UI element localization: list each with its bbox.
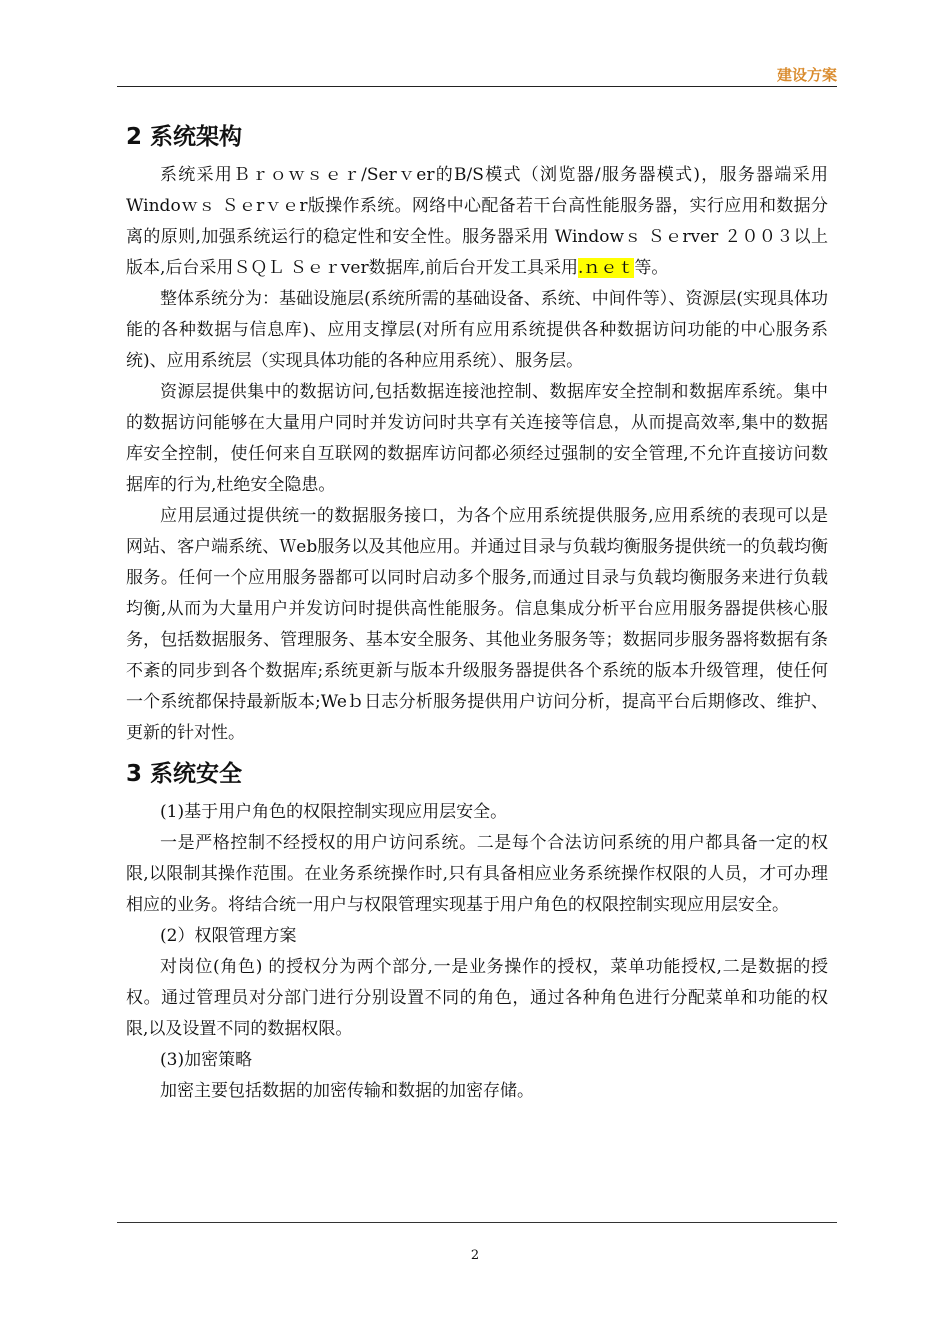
paragraph-text: 系统采用Ｂｒｏｗｓｅｒ/Serｖer的B/S模式（浏览器/服务器模式)，服务器端采用Windoｗｓ Ｓｅrｖｅr版操作系统。网络中心配备若干台高性能服务器，实行应用和数据分离的原则,加强系统运行的稳定性和安全性。服务器采用 Windowｓ Ｓｅrver ２００３以上版本,后台采用ＳＱＬ Ｓｅｒver数据库,前后台开发工具采用 xyxy=(126,165,828,278)
page-number: 2 xyxy=(470,1248,480,1263)
paragraph: 一是严格控制不经授权的用户访问系统。二是每个合法访问系统的用户都具备一定的权限,以限制其操作范围。在业务系统操作时,只有具备相应业务系统操作权限的人员，才可办理相应的业务。将结合统一用户与权限管理实现基于用户角色的权限控制实现应用层安全。 xyxy=(126,833,828,915)
paragraph: 加密主要包括数据的加密传输和数据的加密存储。 xyxy=(160,1081,534,1101)
header-label: 建设方案 xyxy=(776,66,837,84)
paragraph: 对岗位(角色) 的授权分为两个部分,一是业务操作的授权，菜单功能授权,二是数据的授权。通过管理员对分部门进行分别设置不同的角色，通过各种角色进行分配菜单和功能的权限,以及设置不同的数据权限。 xyxy=(126,957,828,1039)
paragraph: (3)加密策略 xyxy=(160,1050,253,1070)
paragraph xyxy=(126,160,828,284)
section-title-architecture: 2 系统架构 xyxy=(126,124,243,150)
paragraph: 应用层通过提供统一的数据服务接口，为各个应用系统提供服务,应用系统的表现可以是网站、客户端系统、Ｗeb服务以及其他应用。并通过目录与负载均衡服务提供统一的负载均衡服务。任何一个应用服务器都可以同时启动多个服务,而通过目录与负载均衡服务来进行负载均衡,从而为大量用户并发访问时提供高性能服务。信息集成分析平台应用服务器提供核心服务，包括数据服务、管理服务、基本安全服务、其他业务服务等；数据同步服务器将数据有条不紊的同步到各个数据库;系统更新与版本升级服务器提供各个系统的版本升级管理，使任何一个系统都保持最新版本;Weｂ日志分析服务提供用户访问分析，提高平台后期修改、维护、更新的针对性。 xyxy=(126,506,828,743)
highlighted-text: .ｎｅｔ xyxy=(578,258,635,278)
paragraph: (1)基于用户角色的权限控制实现应用层安全。 xyxy=(160,802,508,822)
header-rule xyxy=(117,86,837,87)
footer-rule xyxy=(117,1222,837,1223)
paragraph: 资源层提供集中的数据访问,包括数据连接池控制、数据库安全控制和数据库系统。集中的数据访问能够在大量用户同时并发访问时共享有关连接等信息，从而提高效率,集中的数据库安全控制，使任何来自互联网的数据库访问都必须经过强制的安全管理,不允许直接访问数据库的行为,杜绝安全隐患。 xyxy=(126,382,828,495)
paragraph: 整体系统分为：基础设施层(系统所需的基础设备、系统、中间件等）、资源层(实现具体功能的各种数据与信息库)、应用支撑层(对所有应用系统提供各种数据访问功能的中心服务系统)、应用系统层（实现具体功能的各种应用系统）、服务层。 xyxy=(126,289,828,371)
section-title-security: 3 系统安全 xyxy=(126,761,243,787)
paragraph: (2）权限管理方案 xyxy=(160,926,297,946)
document-body xyxy=(126,112,828,1107)
paragraph-text: 等。 xyxy=(634,258,669,278)
